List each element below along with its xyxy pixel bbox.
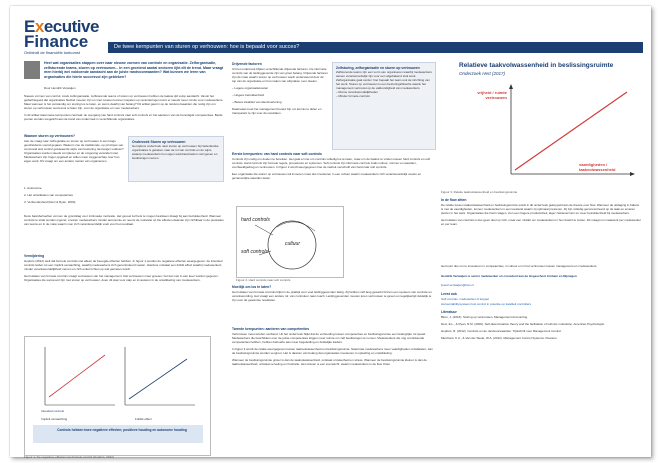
figure-1-svg (25, 337, 210, 455)
body-text-col2-c: Het loslaten van formele controls blijkt in de praktijk voor veel leidinggevenden lastig. Zij hebben zelf lang gewerkt binnen een systeem van controle en verantwoording. Het vraagt een andere rol: van controleur naar coach. Leidinggevenden moeten leren vertrouwen te geven en tegelijkertijd duidelijk te zijn over de gewenste resultaten. (232, 290, 432, 302)
fig2-hard-label: hard controls (241, 217, 270, 223)
figure-3-chart (441, 62, 641, 186)
literature-list: Blom, J. (2016). Sturing op vertrouwen. Management Accounting. Deci, E.L., & Ryan, R.M. (2000). Self-determination theory and the facilitation of intrinsic motivation. American Psychologist. Hopfers, R. (2012). Controls en de randvoorwaarden. Tijdschrift voor Management Control. Merchant, K.A., & Van der Stede, W.A. (2012). Management Control Systems. Pearson. (441, 315, 605, 340)
body-text-col1-a: Nieuwe vormen van control, zoals zelforganisatie, zelfsturende teams of sturen op vertrouwen hebben de laatste tijd volop aandacht. Vanuit het gedachtegoed dat organisaties flexibel moeten zijn en snel moeten kunnen inspelen op veranderingen komt er steeds meer ruimte voor medewerkers. Maar wanneer is het verstandig om sturing los te laten, en wat is daarbij van belang? Dit artikel gaat in op de randvoorwaarden die nodig zijn om sturen op vertrouwen succesvol te laten zijn, voor de organisatie en voor medewerkers. In dit artikel staan twee kernpunten centraal: de overgang van hard controls naar soft controls en het aanleren van de benodigde competenties. Beide punten worden toegelicht aan de hand van onderzoek in verschillende organisaties. (24, 94, 224, 121)
author-line: Door Hendrik Verwaijen (44, 86, 76, 90)
related-link-2[interactable]: Accountabilitysysteem lost control in potentie op kwaliteit controllers (441, 302, 532, 306)
sidebar-box-research: Onderzoek Sturen op vertrouwen Het tijdens onderzoek naar sturen op vertrouwen bij Nederlandse organisaties is gekeken naar de rol van controls en de wijze waarop medewerkers hun eigen werkzaamheden vormgeven en beslissingen nemen. (128, 136, 224, 182)
body-text-col3-b: Het loont dus om te investeren in competenties, in cultuur en in het vertrouwen tussen management en medewerkers. (441, 264, 598, 268)
heading-removal: Verwijdering (24, 254, 45, 258)
related-link-1[interactable]: Soft controls: medewerker of koppel (441, 297, 489, 301)
logo: Executive Finance Ontbindt de financiële toekomst (24, 17, 99, 55)
author-email[interactable]: ijverel.verwaijen@han.nl (441, 283, 474, 287)
body-text-col2-b: Controls zijn nodig om doelen te bereiken. Het gaat er niet om controls volledig los te laten, maar om de balans te vinden tussen hard controls en soft controls. Hard controls zijn formele regels, procedures en systemen. Soft controls zijn informele controls zoals cultuur, normen en waarden, voorbeeldgedrag en vertrouwen. In figuur 2 wordt weergegeven hoe de nadruk verschuift van hard naar soft controls. Een organisatie die sturen op vertrouwen wil invoeren moet dus investeren in een cultuur waarin medewerkers zich verantwoordelijk voelen en gezamenlijke waarden delen. (232, 157, 431, 180)
body-text-col1-b: Aan de vraag naar zelfregulatie en sturen op vertrouwen is een lange geschiedenis vooraf gegaan. Waarom zou de traditionele, op principes van command and control gebaseerde wijze van besturing niet langer voldoen? Organisaties worden steeds complexer en de omgeving verandert snel. Medewerkers zijn hoger opgeleid en willen meer zeggenschap over hun eigen werk. Dit vraagt om een andere manier van organiseren. (24, 139, 124, 163)
body-text-col1-d: Deze basisbehoeften vormen de grondslag voor intrinsieke motivatie. Het gevoel zelf iets te mogen beslissen draagt bij aan betrokkenheid. Wanneer controls te strak worden ingezet, ervaren medewerkers minder autonomie en neemt de motivatie af. De effecten daarvan zijn zichtbaar in de prestaties van teams en in de mate waarin men zich verantwoordelijk voelt voor het resultaat. (24, 214, 224, 226)
fig2-soft-label: soft controls (241, 249, 268, 255)
fig3-x-label: vaardigheden / taakvolwassenheid (579, 162, 616, 172)
fig2-caption: Figuur 2. Hard controls naar soft controls (236, 278, 291, 282)
heading-drivers: Drijvende factoren (232, 62, 262, 66)
article-title-banner: De twee kernpunten van sturen op verhouwen: hoe is bepaald voor succes? (108, 42, 643, 53)
fig3-y-label: vrijheid / ruimte vertrouwen (477, 90, 507, 100)
article-page (10, 6, 651, 457)
intro-text: Heel wat organisaties stappen over naar nieuwe vormen van controle en organisatie. Zelforganisatie, zelfsturende teams, sturen op vertrouwen... In een groeiend aantal sectoren lijkt dit de trend. Maar vraagt men hierbij wel voldoende aandacht aan de juiste randvoorwaarden? Wat kunnen we leren van organisaties die hierin succesvol zijn gebleken? (44, 61, 224, 79)
author-note: Hendrik Verwaijen is senior medewerker en consulent aan de Hogeschool Arnhem en Nijmegen (441, 274, 577, 278)
body-text-col2-d: Vertrouwen moet worden verdiend. Uit het onderzoek blijkt dat de verhouding tussen competenties en beslissingsruimte een belangrijke rol speelt. Medewerkers die beschikken over de juiste competenties krijgen meer ruimte om zelf beslissingen te nemen. Medewerkers die nog onvoldoende competenties hebben, hebben behoefte aan meer begeleiding en duidelijke kaders. In figuur 3 wordt de relatie weergegeven tussen taakvolwassenheid en beslissingsruimte. Naarmate medewerkers meer vaardigheden ontwikkelen, kan de beslissingsruimte worden vergroot. Het is daarom van belang dat organisaties investeren in opleiding en ontwikkeling. Wanneer de beslissingsruimte groter is dan de taakvolwassenheid, ontstaat onzekerheid en stress. Wanneer de beslissingsruimte kleiner is dan de taakvolwassenheid, ontstaat verveling en frustratie. Het streven is een evenwicht, waarin medewerkers in de flow zitten. (232, 332, 433, 366)
figure-1-diagram (24, 336, 211, 456)
author-photo (24, 61, 40, 79)
figure-2-diagram (236, 206, 344, 278)
body-text-col1-c: 1. Autonomie 2. Het ontwikkelen van competenties 3. Verbondenheid (Deci & Ryan, 2000) (24, 186, 76, 204)
fig1-footer: Controls hebben twee negatieve effecten; positieve houding en autonome houding (57, 428, 187, 432)
heading-why: Waarom sturen op vertrouwen? (24, 134, 75, 138)
heading-letting-go: Moeilijk om los te laten? (232, 285, 272, 289)
heading-kernpunt-2: Tweede kernpunten: aanleren van competenties (232, 327, 310, 331)
fig1-label-fullslit: Fullslit effect (135, 417, 152, 421)
sidebar-box-selfmanagement: Zelfsturing, zelforganisatie en sturen op vertrouwen Zelfsturende teams zijn een vorm van organiseren waarbij medewerkers samen verantwoordelijk zijn voor een afgebakend stuk werk. Zelforganisatie gaat verder: hier bepaalt het team ook de inrichting van het werk. Sturen op vertrouwen is een besturingsfilosofie waarin het management vertrouwt op de vakkundigheid van medewerkers. – Ruime verantwoordelijkheden – Minder formele controls (332, 62, 436, 150)
fig2-culture-label: cultuur (285, 241, 301, 247)
fig1-caption: Figuur 1. De negatieve effecten van formele control (Hopfers, 2012) (24, 455, 114, 459)
fig3-subtitle: Onderzoek Hert (2017) (459, 71, 506, 76)
heading-literature: Literatuur (441, 310, 457, 314)
body-text-col2-a: Uit het onderzoek blijken verschillende drijvende factoren. De informele controls van de leidinggevende zijn van groot belang. Drijvende factoren zijn de mate waarin sturen op vertrouwen wordt ondersteund door de top van de organisatie en het maken van afspraken over doelen. – Lagere organisatiekosten – Hogere betrokkenheid – Betere kwaliteit van dienstverlening Daarnaast moet het management bereid zijn om kennis te delen en transparant te zijn over de resultaten. (232, 67, 328, 115)
heading-flow: In de flow zitten (441, 198, 467, 202)
heading-kernpunt-1: Eerste kernpunten: van hard controls naar soft controls (232, 152, 322, 156)
fig3-caption: Figuur 3. Relatie taakvolwassenheid en beslissingsruimte (441, 190, 518, 194)
fig3-title: Relatieve taakvolwassenheid in beslissingsruimte (459, 62, 614, 69)
body-text-col1-e: Hopfers (2012) stelt dat formele controls niet alleen de beoogde effecten hebben. In figuur 1 worden de negatieve effecten weergegeven: de intended controls leiden tot een implicit verwachting, waarbij medewerkers zich gecontroleerd voelen. Hierdoor ontstaat een fullslit effect waarbij medewerkers minder verantwoordelijkheid nemen en zich enkel richten op wat gemeten wordt. Het loslaten van formele controls vraagt vertrouwen van het management. Dat vertrouwen moet groeien; het kan niet in één keer worden gegeven. Organisaties die succesvol zijn met sturen op vertrouwen, doen dit stap voor stap en investeren in de ontwikkeling van medewerkers. (24, 259, 223, 282)
body-text-col3-a: De relatie tussen taakvolwassenheid en beslissingsruimte wordt in dit onderzoek gekoppeld aan de theorie over flow. Wanneer de uitdaging in balans is met de vaardigheden, komen medewerkers in een toestand waarin zij optimaal presteren. Zij zijn volledig geconcentreerd op de taak en ervaren plezier in het werk. Organisaties die hierin slagen, zien een hogere productiviteit, lager ziekteverzuim en meer betrokkenheid bij medewerkers. Het loslaten van controls is dus geen doel op zich, maar een middel om medewerkers in hun kracht te zetten. Dit vraagt om maatwerk per medewerker en per team. (441, 203, 641, 226)
fig1-label-implicit: Implicit verwachting (41, 417, 68, 421)
fig1-label-intended: Intended controls (41, 409, 65, 413)
heading-read-also: Leest ook (441, 292, 457, 296)
